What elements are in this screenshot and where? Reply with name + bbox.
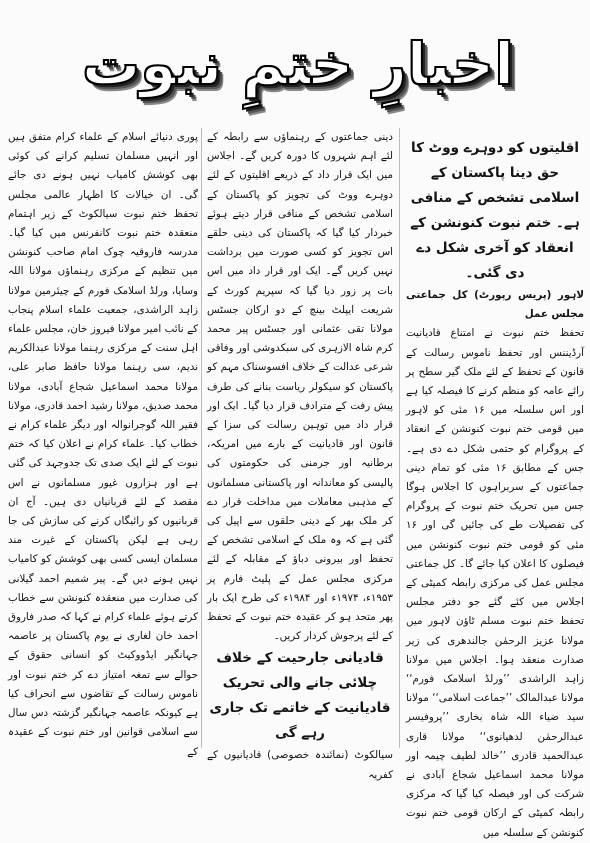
masthead-title: اخبارِ ختمِ نبوت — [82, 30, 514, 98]
middle-story-column — [207, 128, 393, 785]
middle-body: دینی جماعتوں کے رہنماؤں سے رابطہ کے لئے اہم شہروں کا دورہ کریں گے۔ اجلاس میں ایک قرار داد کے ذریعے اقلیتوں کے لئے دوہرے ووٹ کی تجویز کو پاکستان کے اسلامی تشخص کے منافی قرار دیتے ہوئے خبردار کیا گیا کہ پاکستان کی دینی حلقے اس تجویز کو کسی صورت میں برداشت نہیں کریں گے۔ ایک اور قرار داد میں اس بات پر زور دیا گیا کہ سپریم کورٹ کے شریعت ایپلٹ بینچ کے دو ارکان جسٹس مولانا تقی عثمانی اور جسٹس پیر محمد کرم شاہ الازہری کی سبکدوشی اور وفاقی شرعی عدالت کے خلاف افسوسناک مہم کو پاکستان کو سیکولر ریاست بنانے کی طرف پیش رفت کے مترادف قرار دیا گیا۔ ایک اور قرار داد میں توہین رسالت کی سزا کے قانون اور قادیانیت کے بارے میں امریکہ، برطانیہ اور جرمنی کی حکومتوں کی پالیسی کو معاندانہ اور پاکستانی مسلمانوں کے مذہبی معاملات میں مداخلت قرار دے کر ملک بھر کے دینی حلقوں سے اپیل کی گئی ہے کہ وہ ملک کے اسلامی تشخص کے تحفظ اور بیرونی دباؤ کے مقابلہ کے لئے مرکزی مجلس عمل کے پلیٹ فارم پر ۱۹۵۳ء، ۱۹۷۴ء اور ۱۹۸۴ء کی طرح ایک بار پھر متحد ہو کر عقیدہ ختم نبوت کے تحفظ کے لئے پرجوش کردار کریں۔ — [207, 131, 393, 643]
left-body: پوری دنیائے اسلام کے علماء کرام متفق ہیں اور انہیں مسلمان تسلیم کرانے کی کوئی بھی کوشش کامیاب نہیں ہونے دی جائے گی۔ ان خیالات کا اظہار عالمی مجلس تحفظ ختم نبوت سیالکوٹ کے زیر اہتمام منعقدہ ختم نبوت کانفرنس میں کیا گیا۔ مدرسہ فاروقیہ چوک امام صاحب کنونشن میں تنظیم کے مرکزی رہنماؤں مولانا اللہ وسایا، ورلڈ اسلامک فورم کے چیئرمین مولانا زاہد الراشدی، جمعیت علماء اسلام پنجاب کے نائب امیر مولانا فیروز خان، مجلس علماء اہل سنت کے مرکزی رہنما مولانا عبدالکریم ندیم، سی رہنما مولانا حافظ صابر علی، مولانا محمد اسماعیل شجاع آبادی، مولانا محمد صدیق، مولانا رشید احمد قادری، مولانا فقیر اللہ گوجرانوالہ اور دیگر علماء کرام نے خطاب کیا۔ علماء کرام نے اعلان کیا کہ ختم نبوت کے لئے ایک صدی تک جدوجہد کی گئی ہے اور ہزاروں غیور مسلمانوں نے اس مقصد کے لئے قربانیاں دی ہیں۔ آج ان قربانیوں کو رائیگاں کرنے کی سازش کی جا رہی ہے لیکن پاکستان کے غیرت مند مسلمان ایسی کسی بھی کوشش کو کامیاب نہیں ہونے دیں گے۔ پیر شمیم احمد گیلانی کی صدارت میں منعقدہ کنونشن سے خطاب کرتے ہوئے علماء کرام نے کہا کہ صدر فاروق احمد خان لغاری نے یوم پاکستان پر عاصمہ جہانگیر ایڈووکیٹ کو انسانی حقوق کے حوالے سے تمغہ امتیاز دے کر ختم نبوت اور ناموس رسالت کے تقاضوں سے انحراف کیا ہے کیونکہ عاصمہ جہانگیر گزشتہ دس سال سے اسلامی قوانین اور ختم نبوت کے عقیدہ کے — [8, 131, 198, 758]
sub-headline: قادیانی جارحیت کے خلاف چلائی جانے والی تحریک قادیانیت کے خاتمے تک جاری رہے گی — [209, 650, 391, 742]
lead-byline: لاہور (پریس رپورٹ) کل جماعتی مجلس عمل — [406, 289, 584, 321]
sub-byline: سیالکوٹ (نمائندہ خصوصی) قادیانیوں کے کفریہ — [207, 749, 393, 781]
left-story-column — [8, 128, 198, 762]
lead-body: تحفظ ختم نبوت نے امتناع قادیانیت آرڈیننس اور تحفظ ناموس رسالت کے قانون کے تحفظ کے لئے ملک گیر سطح پر رائے عامہ کو منظم کرنے کا فیصلہ کیا ہے اور اس سلسلہ میں ۱۶ مئی کو لاہور میں قومی ختم نبوت کنونشن کے انعقاد کے پروگرام کو حتمی شکل دے دی ہے۔ جس کے مطابق ۱۶ مئی کو تمام دینی جماعتوں کے سربراہوں کا اجلاس ہوگا جس میں تحریک ختم نبوت کے پروگرام کی تفصیلات طے کی جائیں گی اور ۱۶ مئی کو قومی ختم نبوت کنونشن میں فیصلوں کا اعلان کیا جائے گا۔ کل جماعتی مجلس عمل کی مرکزی رابطہ کمیٹی کے اجلاس میں کئے گئے جو دفتر مجلس تحفظ ختم نبوت مسلم ٹاؤن لاہور میں مولانا عزیز الرحمٰن جالندھری کی زیر صدارت منعقد ہوا۔ اجلاس میں مولانا زاہد الراشدی ’’ورلڈ اسلامک فورم‘‘ مولانا عبدالمالک ’’جماعت اسلامی‘‘ مولانا سید ضیاء اللہ شاہ بخاری ’’پروفیسر عبدالرحمٰن لدھیانوی‘‘ مولانا قاری عبدالحمید قادری ’’خالد لطیف چیمہ اور مولانا محمد اسماعیل شجاع آبادی نے شرکت کی اور فیصلہ کیا گیا کہ مرکزی رابطہ کمیٹی کے ارکان قومی ختم نبوت کنونشن کے سلسلہ میں — [406, 327, 584, 839]
column-divider — [201, 128, 202, 748]
lead-headline: اقلیتوں کو دوہرے ووٹ کا حق دینا پاکستان کے اسلامی تشخص کے منافی ہے۔ ختم نبوت کنونشن کے انعقاد کو آخری شکل دے دی گئی۔ — [410, 140, 580, 281]
column-divider — [399, 128, 400, 748]
lead-story-column — [406, 136, 584, 843]
masthead — [48, 18, 548, 110]
